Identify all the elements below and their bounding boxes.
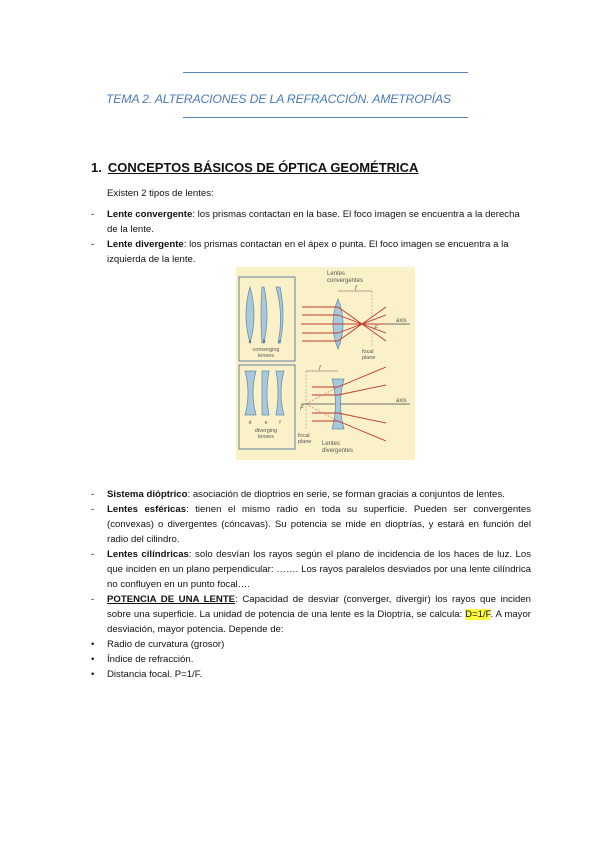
term: Sistema dióptrico — [107, 489, 188, 500]
section-heading-text: CONCEPTOS BÁSICOS DE ÓPTICA GEOMÉTRICA — [107, 160, 419, 175]
lens-f-icon — [276, 371, 284, 415]
focal-bottom-1: focal — [298, 433, 310, 439]
lens-c-icon — [276, 287, 283, 343]
conv-title-2: convergentes — [327, 278, 364, 284]
label-b: b — [262, 339, 266, 345]
definition: : los prismas contactan en el ápex o punta. El foco imagen se encuentra a la izquierda de la lente. — [107, 239, 509, 265]
list-item-radio — [91, 637, 224, 652]
f-bottom-label: f — [319, 366, 321, 372]
dash-bullet: - — [91, 549, 95, 560]
list-item-distancia — [91, 667, 202, 682]
header-rule-top — [183, 72, 468, 73]
term: Lentes esféricas — [107, 504, 187, 515]
div-title-2: divergentes — [322, 448, 354, 454]
list-item-lente-divergente — [91, 237, 531, 267]
list-item-indice — [91, 652, 193, 667]
lens-a-icon — [246, 287, 254, 343]
term: POTENCIA DE UNA LENTE — [107, 594, 236, 605]
list-item-lentes-cilindricas — [91, 547, 531, 592]
term: Lentes cilíndricas — [107, 549, 189, 560]
dash-bullet: - — [91, 239, 95, 250]
lens-diagram — [236, 267, 415, 460]
lens-figure — [236, 267, 415, 460]
label-d: d — [248, 420, 252, 426]
axis-bottom-label: axis — [396, 398, 407, 404]
lens-b-icon — [261, 287, 267, 343]
label-a: a — [248, 339, 252, 345]
converging-label-2: lenses — [258, 353, 274, 359]
axis-top-label: axis — [396, 318, 407, 324]
lens-e-icon — [262, 371, 269, 415]
F-top-label: F — [374, 326, 378, 332]
conv-title-1: Lentes — [327, 271, 346, 277]
focal-top-2: plane — [362, 355, 376, 361]
diverging-label-1: diverging — [254, 428, 278, 434]
dash-bullet: - — [91, 209, 95, 220]
header-rule-bottom — [183, 117, 468, 118]
dash-bullet: - — [91, 489, 95, 500]
definition: : tienen el mismo radio en toda su superficie. Pueden ser convergentes (convexas) o divergentes (cóncavas). Su potencia se mide en dioptrías, y estará en función del radio del cilindro. — [107, 504, 531, 545]
list-item-lentes-esfericas — [91, 502, 531, 547]
definition: : los prismas contactan en la base. El foco imagen se encuentra a la derecha de la lente. — [107, 209, 520, 235]
bullet-dot: • — [91, 654, 95, 665]
page-title: TEMA 2. ALTERACIONES DE LA REFRACCIÓN. AMETROPÍAS — [106, 92, 451, 106]
label-f: f — [279, 420, 281, 426]
list-item-sistema-dioptrico — [91, 487, 531, 502]
term: Lente divergente — [107, 239, 184, 250]
formula-highlight: D=1/F — [465, 609, 491, 620]
label-c: c — [278, 339, 282, 345]
dash-bullet: - — [91, 504, 95, 515]
section-number: 1. — [91, 160, 102, 175]
diverging-label-2: lenses — [258, 434, 274, 440]
converging-rays — [302, 307, 386, 341]
lens-d-icon — [245, 371, 256, 415]
focal-bottom-2: plane — [298, 439, 312, 445]
bullet-dot: • — [91, 669, 95, 680]
list-item-lente-convergente — [91, 207, 531, 237]
bullet-dot: • — [91, 639, 95, 650]
definition: : asociación de dioptrios en serie, se forman gracias a conjuntos de lentes. — [187, 489, 505, 500]
definition: : Capacidad de desviar (converger, divergir) los rayos que inciden sobre una superficie. La unidad de potencia de una lente es la Dioptría, se calcula: — [107, 594, 531, 620]
f-top-label: f — [355, 286, 357, 292]
bullet-text: Distancia focal. P=1/F. — [107, 669, 203, 680]
bullet-text: Radio de curvatura (grosor) — [107, 639, 225, 650]
definition: : solo desvían los rayos según el plano de incidencia de los haces de luz. Los que inciden en un plano perpendicular: ……. Los rayos paralelos desviados por una lente cilíndrica no confluyen en un punto focal…. — [107, 549, 532, 590]
intro-text: Existen 2 tipos de lentes: — [107, 188, 214, 199]
dash-bullet: - — [91, 594, 95, 605]
definition-end: . A mayor desviación, mayor potencia. Depende de: — [107, 609, 531, 635]
converging-label-1: converging — [252, 347, 280, 353]
label-e: e — [264, 420, 268, 426]
focal-top-1: focal — [362, 349, 374, 355]
term: Lente convergente — [107, 209, 193, 220]
F-bottom-label: F — [300, 406, 304, 412]
bullet-text: Índice de refracción. — [107, 654, 194, 665]
section-heading — [91, 160, 418, 175]
list-item-potencia — [91, 592, 531, 637]
div-title-1: Lentes — [322, 441, 341, 447]
